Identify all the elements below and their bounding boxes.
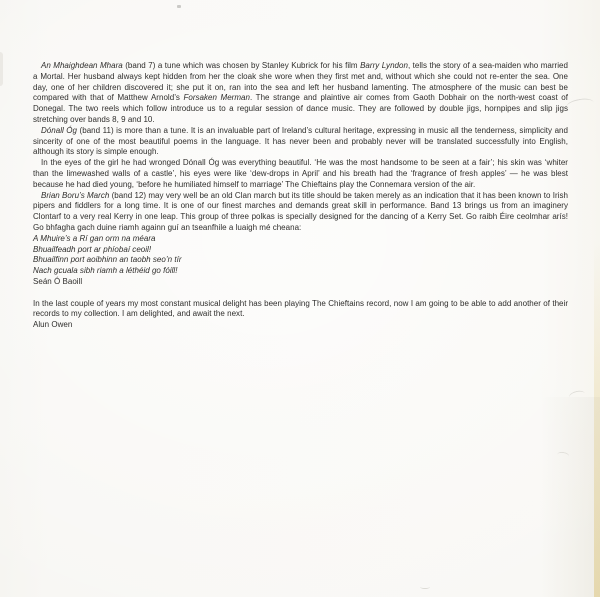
italic-text-run: Bhuailfeadh port ar phíobaí ceoil! [33,244,152,254]
italic-text-run: Forsaken Merman [183,93,250,103]
scan-speck [177,5,181,8]
verse-line-3 [33,255,568,266]
scan-shadow [540,397,600,597]
scan-scratch [557,451,570,460]
text-run: In the eyes of the girl he had wronged Dónall Óg was everything beautiful. ‘He was the most handsome to be seen at a fair’; his skin was ‘whiter than the limewashed walls of a castle’, his eyes were like ‘dew-drops in April’ and his breath had the ‘fragrance of fresh apples’ — he was blest because he had died young, ‘before he humiliated himself to marriage’ The Chieftains play the Connemara version of the air. [33,158,568,189]
paragraph-closing [33,299,568,321]
italic-text-run: Nach gcuala sibh riamh a léthéid go fóill! [33,266,178,276]
text-run: (band 7) a tune which was chosen by Stanley Kubrick for his film [122,61,361,70]
blank-line [33,288,568,299]
paper-edge-tint [594,240,600,597]
scan-speck [420,585,430,589]
scan-scratch [568,389,586,402]
text-run: . The strange and plaintive air comes from Gaoth Dobhair on the north-west coast of Donegal. The two reels which follow introduce us to a regular session of dance music. They are followed by double jigs, hornpipes and slip jigs stretching over bands 8, 9 and 10. [33,93,569,124]
text-run: , tells the story of a sea-maiden who married a Mortal. Her husband always kept hidden from her the cloak she wore when they first met and, without which she could not re-enter the sea. One day, one of her children discovered it; she put it on, ran into the sea and left her husband lamenting. The atmosphere of the music can best be compared with that of Matthew Arnold’s [33,61,568,103]
liner-notes-text [33,61,568,331]
scan-smudge [0,52,3,86]
paragraph-in-the-eyes [33,158,568,190]
italic-text-run: A Mhuire’s a Rí gan orm na méara [33,233,156,243]
paragraph-an-mhaighdean-mhara [33,61,568,126]
italic-text-run: An Mhaighdean Mhara [41,61,123,70]
italic-text-run: Dónall Óg [41,125,78,135]
text-run: In the last couple of years my most constant musical delight has been playing The Chieftains record, now I am going to be able to add another of their records to my collection. I am delighted, and await the next. [33,298,568,319]
italic-text-run: Barry Lyndon [360,61,408,70]
paragraph-brian-borus-march [33,191,568,234]
text-run: (band 12) may very well be an old Clan march but its title should be taken merely as an indication that it has been known to Irish pipers and fiddlers for a long time. It is one of our finest marches and demands great skill in performance. Band 13 brings us from an imaginery Clontarf to a very real Kerry in one leap. This group of three polkas is specially designed for the dancing of a Kerry Set. Go raibh Éire ceolmhar arís! Go bhfagha gach duine riamh againn guí an tseanfhile a luaigh mé cheana: [33,190,568,232]
verse-attribution [33,277,568,288]
text-run: Alun Owen [33,320,73,330]
verse-line-1 [33,234,568,245]
text-run: Seán Ó Baoill [33,276,83,286]
paragraph-donall-og [33,126,568,158]
italic-text-run: Brian Boru’s March [41,190,110,200]
text-run: (band 11) is more than a tune. It is an invaluable part of Ireland’s cultural heritage, expressing in music all the tenderness, simplicity and sincerity of one of the most beautiful poems in the language. It has never been and probably never will be translated successfully into English, although its story is simple enough. [33,125,568,157]
scan-scratch [565,97,595,114]
signature [33,320,568,331]
italic-text-run: Bhuailfinn port aoibhinn an taobh seo’n tír [33,255,182,265]
verse-line-2 [33,245,568,256]
verse-line-4 [33,266,568,277]
